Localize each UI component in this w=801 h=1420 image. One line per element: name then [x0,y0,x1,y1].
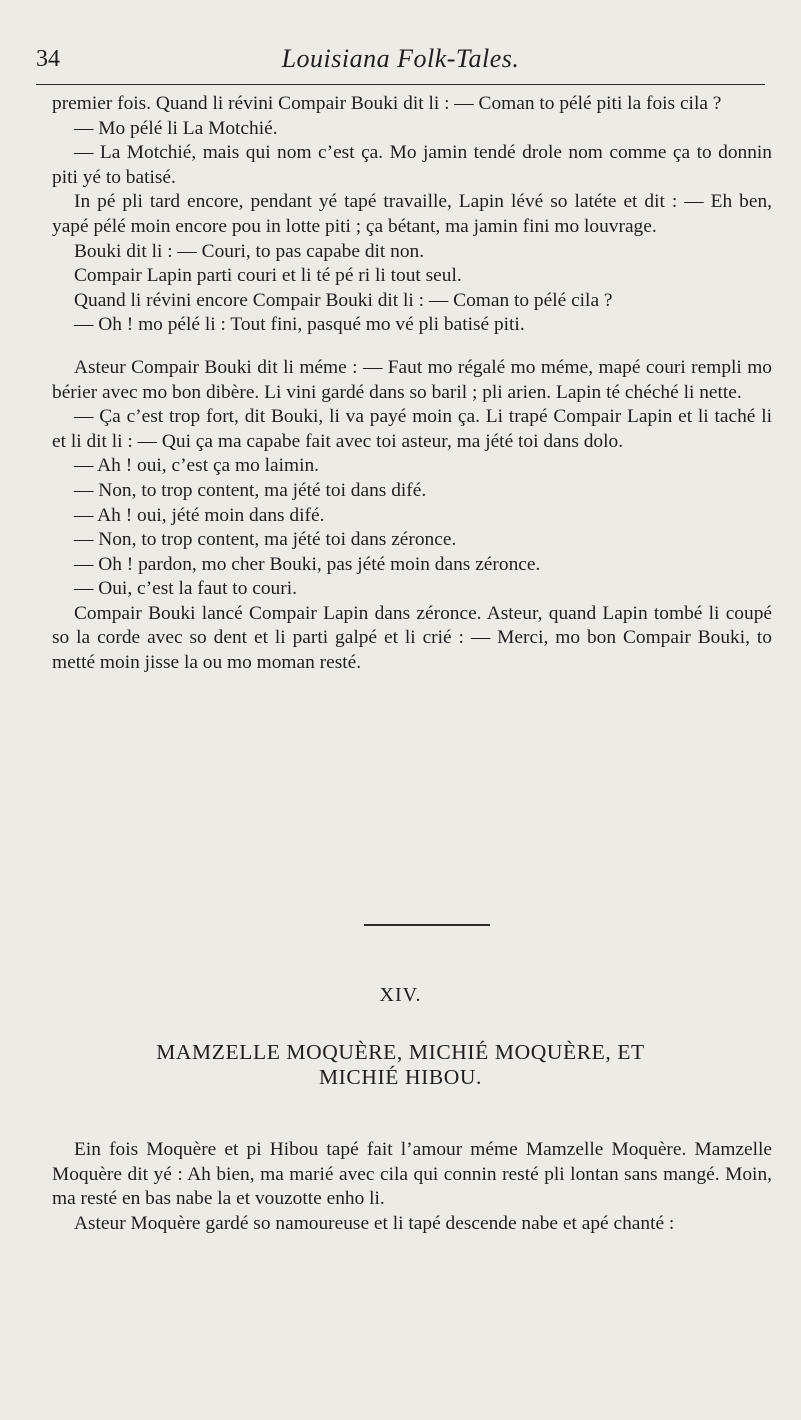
paragraph: — Mo pélé li La Motchié. [74,117,278,139]
chapter-title-line: MICHIÉ HIBOU. [318,1065,483,1089]
chapter-title-line: MAMZELLE MOQUÈRE, MICHIÉ MOQUÈRE, ET [156,1040,645,1064]
paragraph: Asteur Compair Bouki dit li méme : — Faut mo régalé mo méme, mapé couri rempli mo bérier avec mo bon dibère. Li vini gardé dans so baril ; pli arien. Lapin té chéché li nette. [52,356,772,403]
running-title: Louisiana Folk-Tales. [281,44,520,73]
paragraph: Bouki dit li : — Couri, to pas capabe dit non. [74,240,425,262]
paragraph: Compair Lapin parti couri et li té pé ri li tout seul. [74,265,462,287]
page-number: 34 [36,46,60,72]
paragraph: — Ça c’est trop fort, dit Bouki, li va payé moin ça. Li trapé Compair Lapin et li taché li et li dit li : — Qui ça ma capabe fait avec toi asteur, ma jété toi dans dolo. [52,406,772,452]
paragraph: — Oh ! mo pélé li : Tout fini, pasqué mo vé pli batisé piti. [74,314,525,336]
page-header [36,44,765,85]
paragraph: — Ah ! oui, c’est ça mo laimin. [74,455,320,477]
story-text [52,92,772,676]
chapter-number: XIV. [379,984,422,1006]
paragraph: — Non, to trop content, ma jété toi dans difé. [74,479,427,501]
paragraph: Asteur Moquère gardé so namoureuse et li tapé descende nabe et apé chanté : [74,1212,675,1234]
paragraph: — La Motchié, mais qui nom c’est ça. Mo jamin tendé drole nom comme ça to donnin piti yé to batisé. [52,142,772,188]
paragraph: Ein fois Moquère et pi Hibou tapé fait l’amour méme Mamzelle Moquère. Mamzelle Moquère dit yé : Ah bien, ma marié avec cila qui connin resté pli lontan sans mangé. Moin, ma resté en bas nabe la et vouzotte enho li. [52,1139,772,1210]
paragraph: In pé pli tard encore, pendant yé tapé travaille, Lapin lévé so latéte et dit : — Eh ben, yapé pélé moin encore pou in lotte piti ; ça bétant, ma jamin fini mo louvrage. [52,191,772,237]
paragraph: — Oh ! pardon, mo cher Bouki, pas jété moin dans zéronce. [74,553,541,575]
paragraph: Quand li révini encore Compair Bouki dit li : — Coman to pélé cila ? [74,289,613,311]
chapter-title [60,1040,741,1090]
paragraph: — Oui, c’est la faut to couri. [74,578,297,600]
paragraph: premier fois. Quand li révini Compair Bouki dit li : — Coman to pélé piti la fois cila ? [52,93,722,114]
paragraph: Compair Bouki lancé Compair Lapin dans zéronce. Asteur, quand Lapin tombé li coupé so la corde avec so dent et li parti galpé et li crié : — Merci, mo bon Compair Bouki, to metté moin jisse la ou mo moman resté. [52,602,772,674]
chapter-text [52,1138,772,1236]
paragraph: — Ah ! oui, jété moin dans difé. [74,504,325,526]
paragraph: — Non, to trop content, ma jété toi dans zéronce. [74,529,457,551]
section-divider [364,924,490,926]
